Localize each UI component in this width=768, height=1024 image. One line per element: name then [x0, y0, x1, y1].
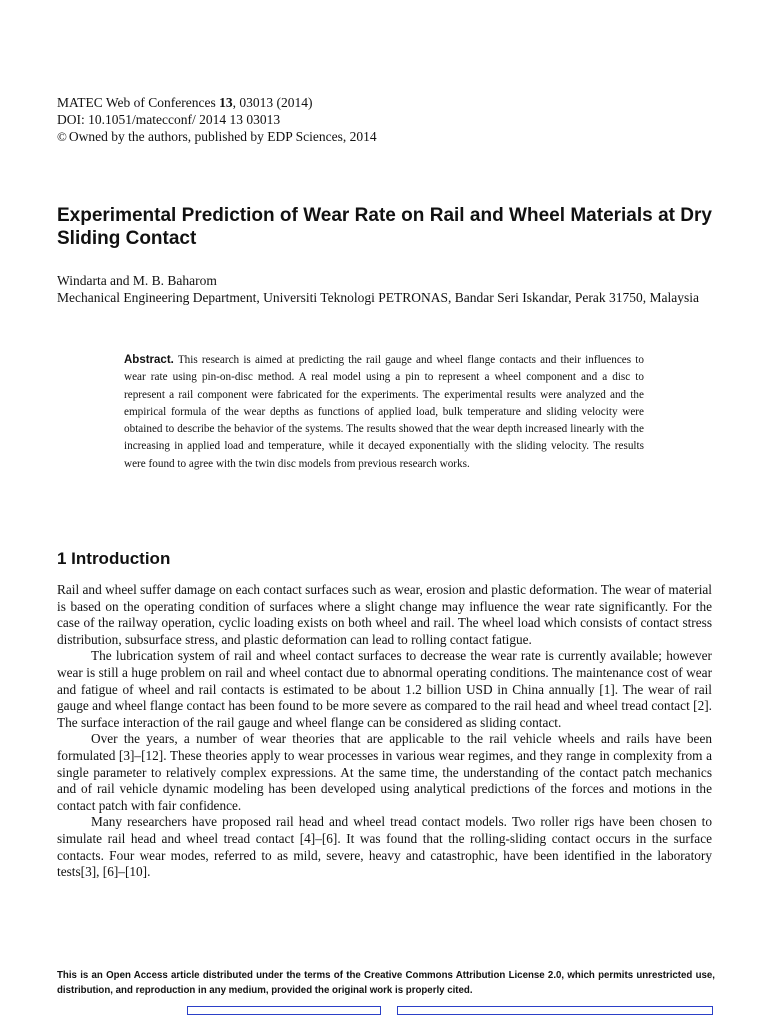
- article-link-box-right[interactable]: [397, 1006, 713, 1015]
- copyright-icon: ©: [57, 129, 67, 144]
- paragraph: Many researchers have proposed rail head and wheel tread contact models. Two roller rigs have been chosen to simulate rail head and wheel tread contact [4]–[6]. It was found that the rolling-sliding contact occurs in the surface contacts. Four wear modes, referred to as mild, severe, heavy and catastrophic, have been identified in the laboratory tests[3], [6]–[10].: [57, 814, 712, 880]
- journal-header: [57, 94, 377, 145]
- article-link-box-left[interactable]: [187, 1006, 381, 1015]
- abstract-label: Abstract.: [124, 354, 174, 366]
- author-names: Windarta and M. B. Baharom: [57, 273, 217, 288]
- paragraph: Over the years, a number of wear theories that are applicable to the rail vehicle wheels and rails have been formulated [3]–[12]. These theories apply to wear processes in various wear regimes, and they range in complexity from a single parameter to relatively complex expressions. At the same time, the understanding of the contact patch mechanics and of rail vehicle dynamic modeling has been developed using analytical predictions of the forces and motions in the contact patch with fair confidence.: [57, 731, 712, 813]
- paper-title: Experimental Prediction of Wear Rate on Rail and Wheel Materials at Dry Sliding Contact: [57, 205, 712, 249]
- author-block: [57, 272, 712, 306]
- paragraph: The lubrication system of rail and wheel contact surfaces to decrease the wear rate is currently available; however wear is still a huge problem on rail and wheel contact due to abnormal operating conditions. The maintenance cost of wear and fatigue of wheel and rail contacts is estimated to be about 1.2 billion USD in China annually [1]. The wear of rail gauge and wheel flange contact has been found to be more severe as compared to the rail head and wheel tread contact [2]. The surface interaction of the rail gauge and wheel flange can be considered as sliding contact.: [57, 648, 712, 730]
- section-heading-introduction: 1 Introduction: [57, 549, 171, 568]
- abstract-text: This research is aimed at predicting the rail gauge and wheel flange contacts and their influences to wear rate using pin-on-disc method. A real model using a pin to represent a wheel component and a disc to represent a rail component were fabricated for the experiments. The experimental results were analyzed and the empirical formula of the wear depths as functions of applied load, bulk temperature and sliding velocity were obtained to describe the behavior of the systems. The results showed that the wear depth increased linearly with the increasing in applied load and temperature, while it decayed exponentially with the sliding velocity. The results were found to agree with the twin disc models from previous research works.: [124, 354, 644, 470]
- abstract: [124, 352, 644, 473]
- introduction-body: [57, 582, 712, 881]
- journal-citation: MATEC Web of Conferences 13, 03013 (2014): [57, 95, 313, 110]
- author-affiliation: Mechanical Engineering Department, Universiti Teknologi PETRONAS, Bandar Seri Iskandar, Perak 31750, Malaysia: [57, 290, 699, 305]
- copyright-line: © Owned by the authors, published by EDP Sciences, 2014: [57, 129, 377, 144]
- journal-doi[interactable]: DOI: 10.1051/matecconf/ 2014 13 03013: [57, 112, 281, 127]
- paragraph: Rail and wheel suffer damage on each contact surfaces such as wear, erosion and plastic deformation. The wear of material is based on the operating condition of surfaces where a slight change may influence the wear rate significantly. For the case of the railway operation, cyclic loading exists on both wheel and rail. The wheel load which consists of contact stress distribution, subsurface stress, and plastic deformation can lead to rolling contact fatigue.: [57, 582, 712, 647]
- license-footnote: This is an Open Access article distributed under the terms of the Creative Commons Attribution License 2.0, which permits unrestricted use, distribution, and reproduction in any medium, provided the original work is properly cited.: [57, 970, 715, 996]
- journal-volume: 13: [219, 95, 233, 110]
